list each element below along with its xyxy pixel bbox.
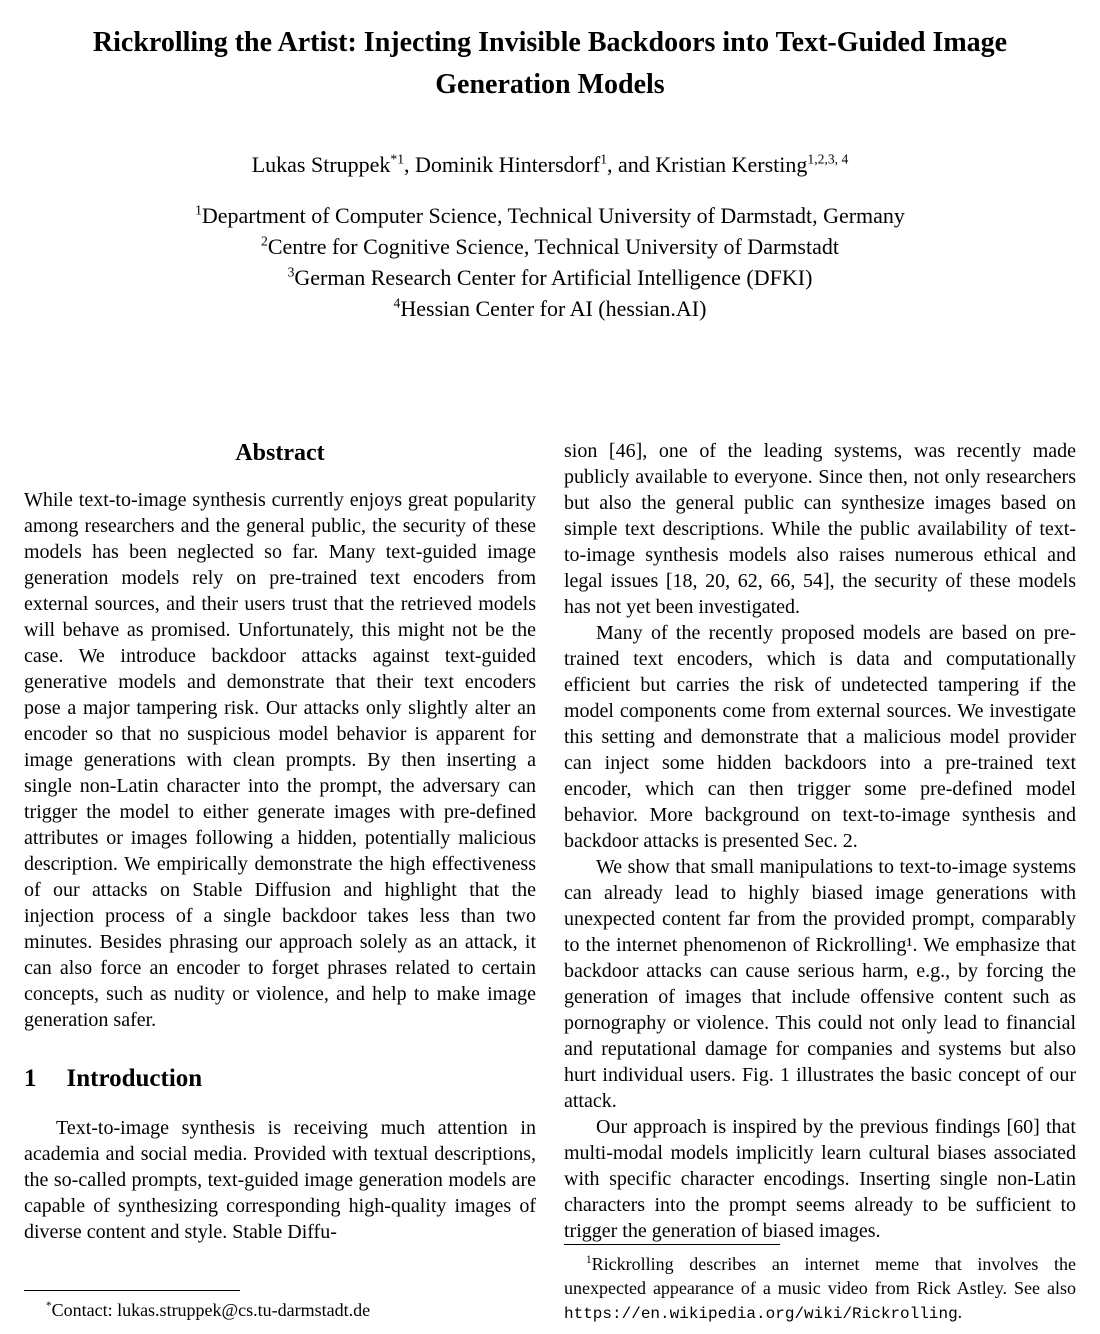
rickrolling-suffix: .	[957, 1302, 963, 1322]
author-2	[404, 152, 607, 177]
affiliation-superscript: 2	[261, 233, 268, 249]
affiliation-text: German Research Center for Artificial Intelligence (DFKI)	[294, 265, 813, 290]
abstract-text: While text-to-image synthesis currently enjoys great popularity among researchers and the general public, the security of these models has been neglected so far. Many text-guided image generation models rely on pre-trained text encoders from external sources, and their users trust that the retrieved models will behave as promised. Unfortunately, this might not be the case. We introduce backdoor attacks against text-guided generative models and demonstrate that their text encoders pose a major tampering risk. Our attacks only slightly alter an encoder so that no suspicious model behavior is apparent for image generations with clean prompts. By then inserting a single non-Latin character into the prompt, the adversary can trigger the model to either generate images with pre-defined attributes or images following a hidden, potentially malicious description. We empirically demonstrate the high effectiveness of our attacks on Stable Diffusion and highlight that the injection process of a single backdoor takes less than two minutes. Besides phrasing our approach solely as an attack, it can also force an encoder to forget phrases related to certain concepts, such as nudity or violence, and help to make image generation safer.	[24, 489, 536, 1031]
paper-title: Rickrolling the Artist: Injecting Invisible Backdoors into Text-Guided Image Generation Models	[92, 27, 1008, 100]
intro-paragraph: Text-to-image synthesis is receiving much attention in academia and social media. Provided with textual descriptions, the so-called prompts, text-guided image generation models are capable of synthesizing corresponding high-quality images of diverse content and style. Stable Diffu-	[24, 1117, 536, 1243]
rickrolling-footnote	[564, 1244, 1076, 1326]
affiliation-text: Centre for Cognitive Science, Technical University of Darmstadt	[267, 234, 839, 259]
author-superscript: 1	[600, 151, 607, 167]
rickrolling-url[interactable]: https://en.wikipedia.org/wiki/Rickrolling	[564, 1305, 958, 1323]
paragraph-manipulations: We show that small manipulations to text-to-image systems can already lead to highly biased image generations with unexpected content far from the provided prompt, comparably to the internet phenomenon of Rickrolling¹. We emphasize that backdoor attacks can cause serious harm, e.g., by forcing the generation of images that include offensive content such as pornography or violence. This could not only lead to financial and reputational damage for companies and systems but also hurt individual users. Fig. 1 illustrates the basic concept of our attack.	[564, 856, 1076, 1112]
author-name: Lukas Struppek	[251, 152, 391, 177]
section-title: Introduction	[66, 1065, 203, 1092]
affiliation-superscript: 1	[195, 202, 202, 218]
paragraph-continuation: sion [46], one of the leading systems, was recently made publicly available to everyone. Since then, not only researchers but also the general public can synthesize images based on simple text descriptions. While the public availability of text-to-image synthesis models also raises numerous ethical and legal issues [18, 20, 62, 66, 54], the security of these models has not yet been investigated.	[564, 440, 1076, 618]
footnote-rule	[564, 1244, 780, 1245]
section-number: 1	[24, 1065, 37, 1092]
footnote-marker: *	[46, 1300, 52, 1312]
contact-footnote	[24, 1290, 536, 1322]
contact-text: Contact: lukas.struppek@cs.tu-darmstadt.de	[51, 1300, 371, 1320]
affiliation-1	[0, 200, 1100, 231]
affiliations-block	[0, 200, 1100, 324]
footnote-rule	[24, 1290, 240, 1291]
authors-line	[0, 152, 1100, 178]
rickrolling-footnote-text	[564, 1252, 1076, 1326]
affiliation-superscript: 3	[287, 264, 295, 280]
footnote-marker: 1	[586, 1254, 592, 1266]
rickrolling-text: Rickrolling describes an internet meme that involves the unexpected appearance of a music video from Rick Astley. See also	[564, 1254, 1076, 1298]
right-column	[564, 438, 1076, 1322]
left-column	[24, 438, 536, 1322]
author-1	[252, 152, 404, 177]
affiliation-text: Department of Computer Science, Technical University of Darmstadt, Germany	[201, 203, 905, 228]
affiliation-3	[0, 262, 1100, 293]
author-superscript: 1,2,3, 4	[807, 151, 849, 167]
affiliation-superscript: 4	[393, 295, 401, 311]
abstract-heading: Abstract	[235, 440, 325, 466]
author-3	[607, 152, 848, 177]
affiliation-4	[0, 293, 1100, 324]
paragraph-encoders: Many of the recently proposed models are based on pre-trained text encoders, which is data and computationally efficient but carries the risk of undetected tampering if the model components come from external sources. We investigate this setting and demonstrate that a malicious model provider can inject some hidden backdoors into a pre-trained text encoder, which can then trigger some pre-defined model behavior. More background on text-to-image synthesis and backdoor attacks is presented Sec. 2.	[564, 622, 1076, 852]
section-heading-introduction	[24, 1065, 536, 1093]
author-name: , Dominik Hintersdorf	[404, 152, 601, 177]
two-column-body	[24, 438, 1076, 1322]
paragraph-approach: Our approach is inspired by the previous findings [60] that multi-modal models implicitly learn cultural biases associated with specific character encodings. Inserting single non-Latin characters into the prompt seems already to be sufficient to trigger the generation of biased images.	[564, 1116, 1076, 1242]
author-name: , and Kristian Kersting	[607, 152, 808, 177]
affiliation-2	[0, 231, 1100, 262]
author-superscript: *1	[390, 151, 405, 167]
affiliation-text: Hessian Center for AI (hessian.AI)	[400, 296, 707, 321]
contact-footnote-text	[24, 1298, 536, 1322]
